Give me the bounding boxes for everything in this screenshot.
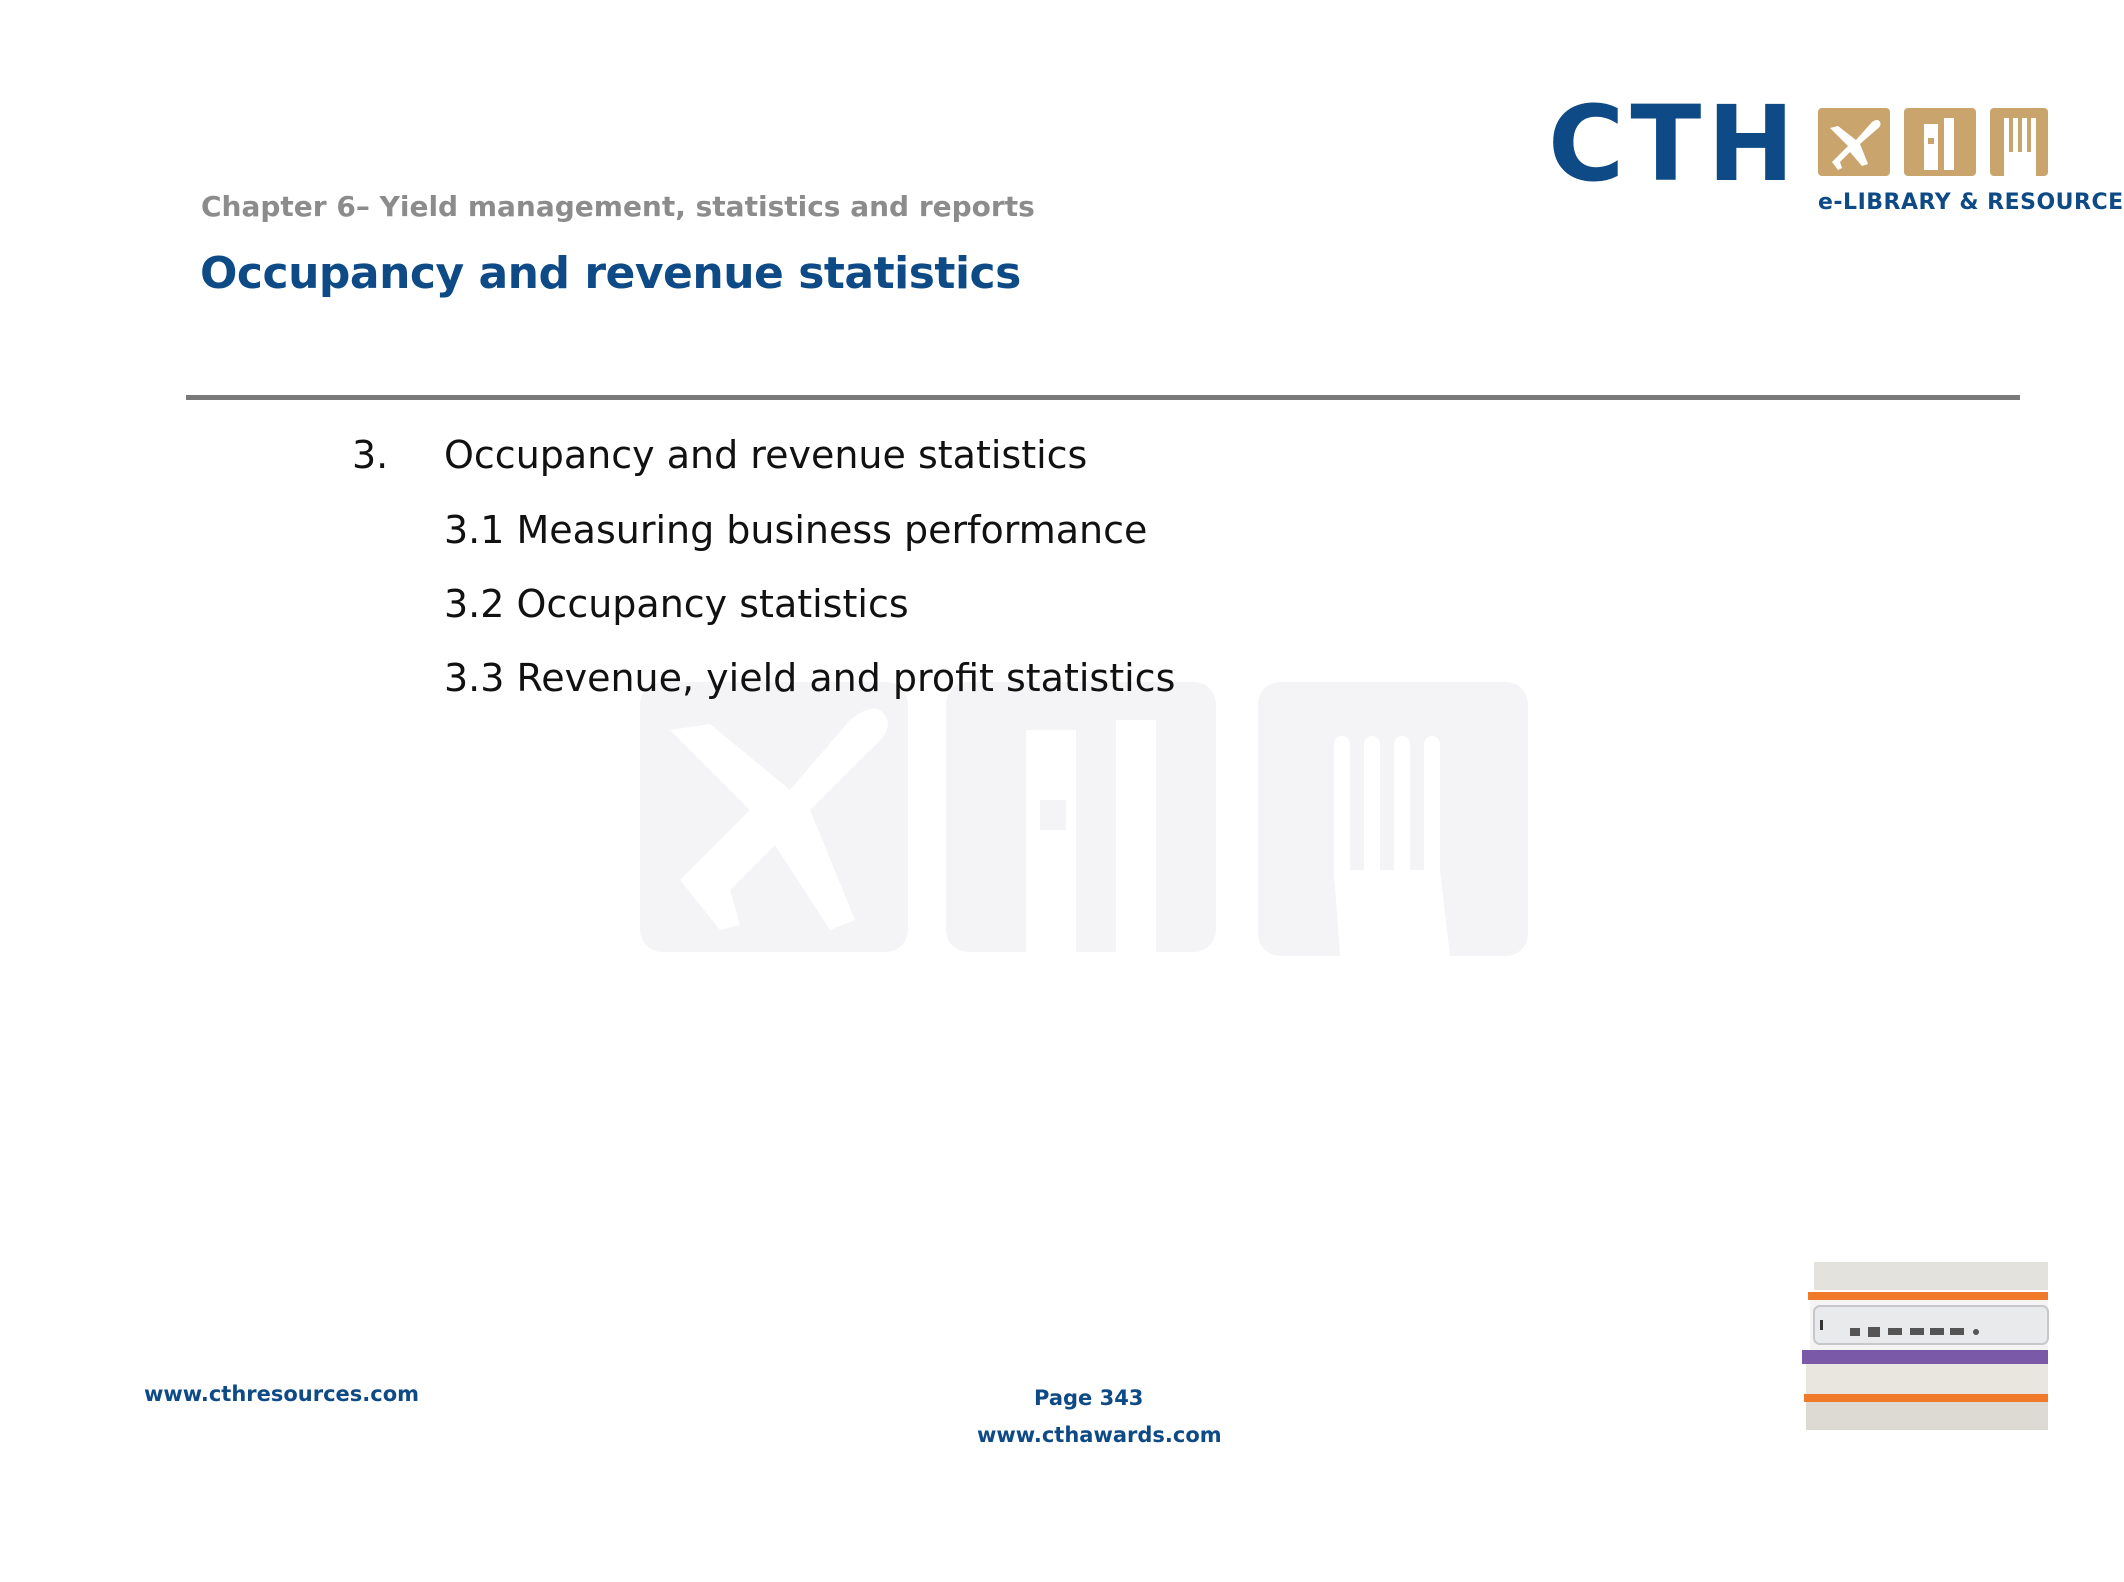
header-divider <box>186 395 2020 400</box>
watermark-graphic <box>640 680 1540 960</box>
page-number: Page 343 <box>1034 1386 1144 1410</box>
building-icon <box>1904 108 1976 176</box>
subsection-item: 3.1 Measuring business performance <box>444 508 1148 552</box>
fork-icon <box>1990 108 2048 176</box>
logo-subtitle: e-LIBRARY & RESOURCE <box>1818 190 2124 215</box>
section-heading: Occupancy and revenue statistics <box>444 433 1088 477</box>
subsection-item: 3.3 Revenue, yield and profit statistics <box>444 656 1176 700</box>
footer-center-url[interactable]: www.cthawards.com <box>977 1423 1222 1447</box>
chapter-heading: Chapter 6– Yield management, statistics and reports <box>201 190 1035 223</box>
section-number: 3. <box>352 433 389 477</box>
cth-logo-text: CTH <box>1548 83 1801 205</box>
airplane-icon <box>1818 108 1890 176</box>
page-title: Occupancy and revenue statistics <box>200 248 1021 299</box>
books-image <box>1800 1262 2048 1432</box>
subsection-item: 3.2 Occupancy statistics <box>444 582 909 626</box>
footer-left-url[interactable]: www.cthresources.com <box>144 1382 420 1406</box>
